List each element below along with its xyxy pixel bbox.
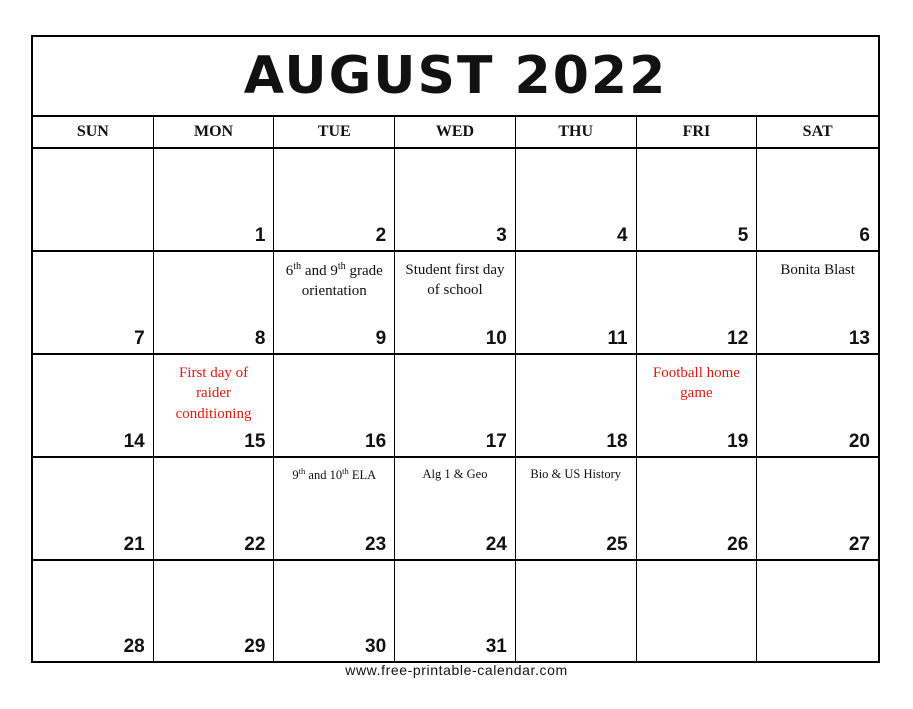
day-number: 16 xyxy=(365,431,387,452)
day-number: 14 xyxy=(123,431,145,452)
calendar-week-row xyxy=(33,149,878,252)
day-event-text: Bonita Blast xyxy=(780,262,855,278)
day-cell[interactable] xyxy=(274,458,395,559)
day-cell[interactable] xyxy=(274,149,395,250)
day-cell[interactable] xyxy=(757,458,878,559)
weekday-header-thu: THU xyxy=(516,117,637,147)
day-cell[interactable] xyxy=(395,355,516,456)
day-cell[interactable] xyxy=(757,149,878,250)
page-title: AUGUST 2022 xyxy=(243,46,668,106)
calendar-title-bar xyxy=(33,37,878,117)
day-event-text: Football home game xyxy=(652,365,740,402)
day-cell[interactable] xyxy=(154,561,275,661)
day-number: 2 xyxy=(375,225,387,246)
day-cell[interactable] xyxy=(637,355,758,456)
day-cell[interactable] xyxy=(395,561,516,661)
day-number: 31 xyxy=(485,636,507,657)
day-cell[interactable] xyxy=(154,149,275,250)
weekday-header-sun: SUN xyxy=(33,117,154,147)
day-cell[interactable] xyxy=(274,252,395,353)
day-number: 17 xyxy=(485,431,507,452)
day-cell[interactable] xyxy=(154,252,275,353)
day-number: 5 xyxy=(737,225,749,246)
day-cell[interactable] xyxy=(757,252,878,353)
day-number: 3 xyxy=(496,225,507,246)
calendar-week-row xyxy=(33,355,878,458)
calendar-week-row xyxy=(33,252,878,355)
day-cell[interactable] xyxy=(395,149,516,250)
day-cell[interactable] xyxy=(516,458,637,559)
day-number: 24 xyxy=(485,534,507,555)
day-event-text: Bio & US History xyxy=(530,467,622,481)
day-number: 6 xyxy=(859,225,870,246)
day-event-text: Student first day of school xyxy=(405,262,505,299)
day-cell[interactable] xyxy=(637,252,758,353)
day-cell[interactable] xyxy=(33,458,154,559)
day-event-text: Alg 1 & Geo xyxy=(422,467,488,481)
day-number: 19 xyxy=(727,431,749,452)
day-event-text: 6th and 9th grade orientation xyxy=(285,261,383,300)
day-number: 10 xyxy=(485,328,507,349)
day-cell[interactable] xyxy=(516,149,637,250)
day-number: 11 xyxy=(607,328,628,349)
day-number: 20 xyxy=(848,431,870,452)
day-number: 7 xyxy=(134,328,145,349)
day-number: 27 xyxy=(848,534,870,555)
day-number: 30 xyxy=(365,636,387,657)
day-number: 25 xyxy=(606,534,628,555)
weekday-header-fri: FRI xyxy=(637,117,758,147)
day-number: 8 xyxy=(254,328,266,349)
day-cell[interactable] xyxy=(274,561,395,661)
day-cell[interactable] xyxy=(637,149,758,250)
day-cell[interactable] xyxy=(274,355,395,456)
day-cell[interactable] xyxy=(395,252,516,353)
day-cell[interactable] xyxy=(154,458,275,559)
day-number: 29 xyxy=(244,636,266,657)
day-cell[interactable] xyxy=(33,252,154,353)
weekday-header-wed: WED xyxy=(395,117,516,147)
footer-url: www.free-printable-calendar.com xyxy=(345,662,568,678)
calendar-week-row xyxy=(33,458,878,561)
day-number: 1 xyxy=(254,225,266,246)
day-cell[interactable] xyxy=(33,149,154,250)
calendar-week-row xyxy=(33,561,878,661)
weekday-header-sat: SAT xyxy=(802,123,833,140)
day-number: 15 xyxy=(244,431,266,452)
day-cell[interactable] xyxy=(33,355,154,456)
weekday-header-row xyxy=(33,117,878,149)
day-number: 22 xyxy=(244,534,266,555)
day-number: 12 xyxy=(727,328,749,349)
day-number: 13 xyxy=(848,328,870,349)
day-number: 21 xyxy=(123,534,145,555)
day-cell[interactable] xyxy=(516,355,637,456)
day-event-text: First day of raider conditioning xyxy=(175,365,252,422)
day-cell[interactable] xyxy=(516,561,637,661)
day-cell[interactable] xyxy=(637,458,758,559)
day-cell[interactable] xyxy=(757,355,878,456)
day-cell[interactable] xyxy=(33,561,154,661)
calendar-grid xyxy=(31,35,880,663)
day-cell[interactable] xyxy=(757,561,878,661)
day-cell[interactable] xyxy=(395,458,516,559)
day-cell[interactable] xyxy=(516,252,637,353)
day-number: 18 xyxy=(606,431,628,452)
day-cell[interactable] xyxy=(154,355,275,456)
weekday-header-mon: MON xyxy=(154,117,275,147)
day-number: 28 xyxy=(123,636,145,657)
day-number: 23 xyxy=(365,534,387,555)
day-number: 26 xyxy=(727,534,749,555)
day-number: 9 xyxy=(375,328,387,349)
day-event-text: 9th and 10th ELA xyxy=(292,466,377,483)
day-cell[interactable] xyxy=(637,561,758,661)
weekday-header-tue: TUE xyxy=(274,117,395,147)
day-number: 4 xyxy=(616,225,628,246)
